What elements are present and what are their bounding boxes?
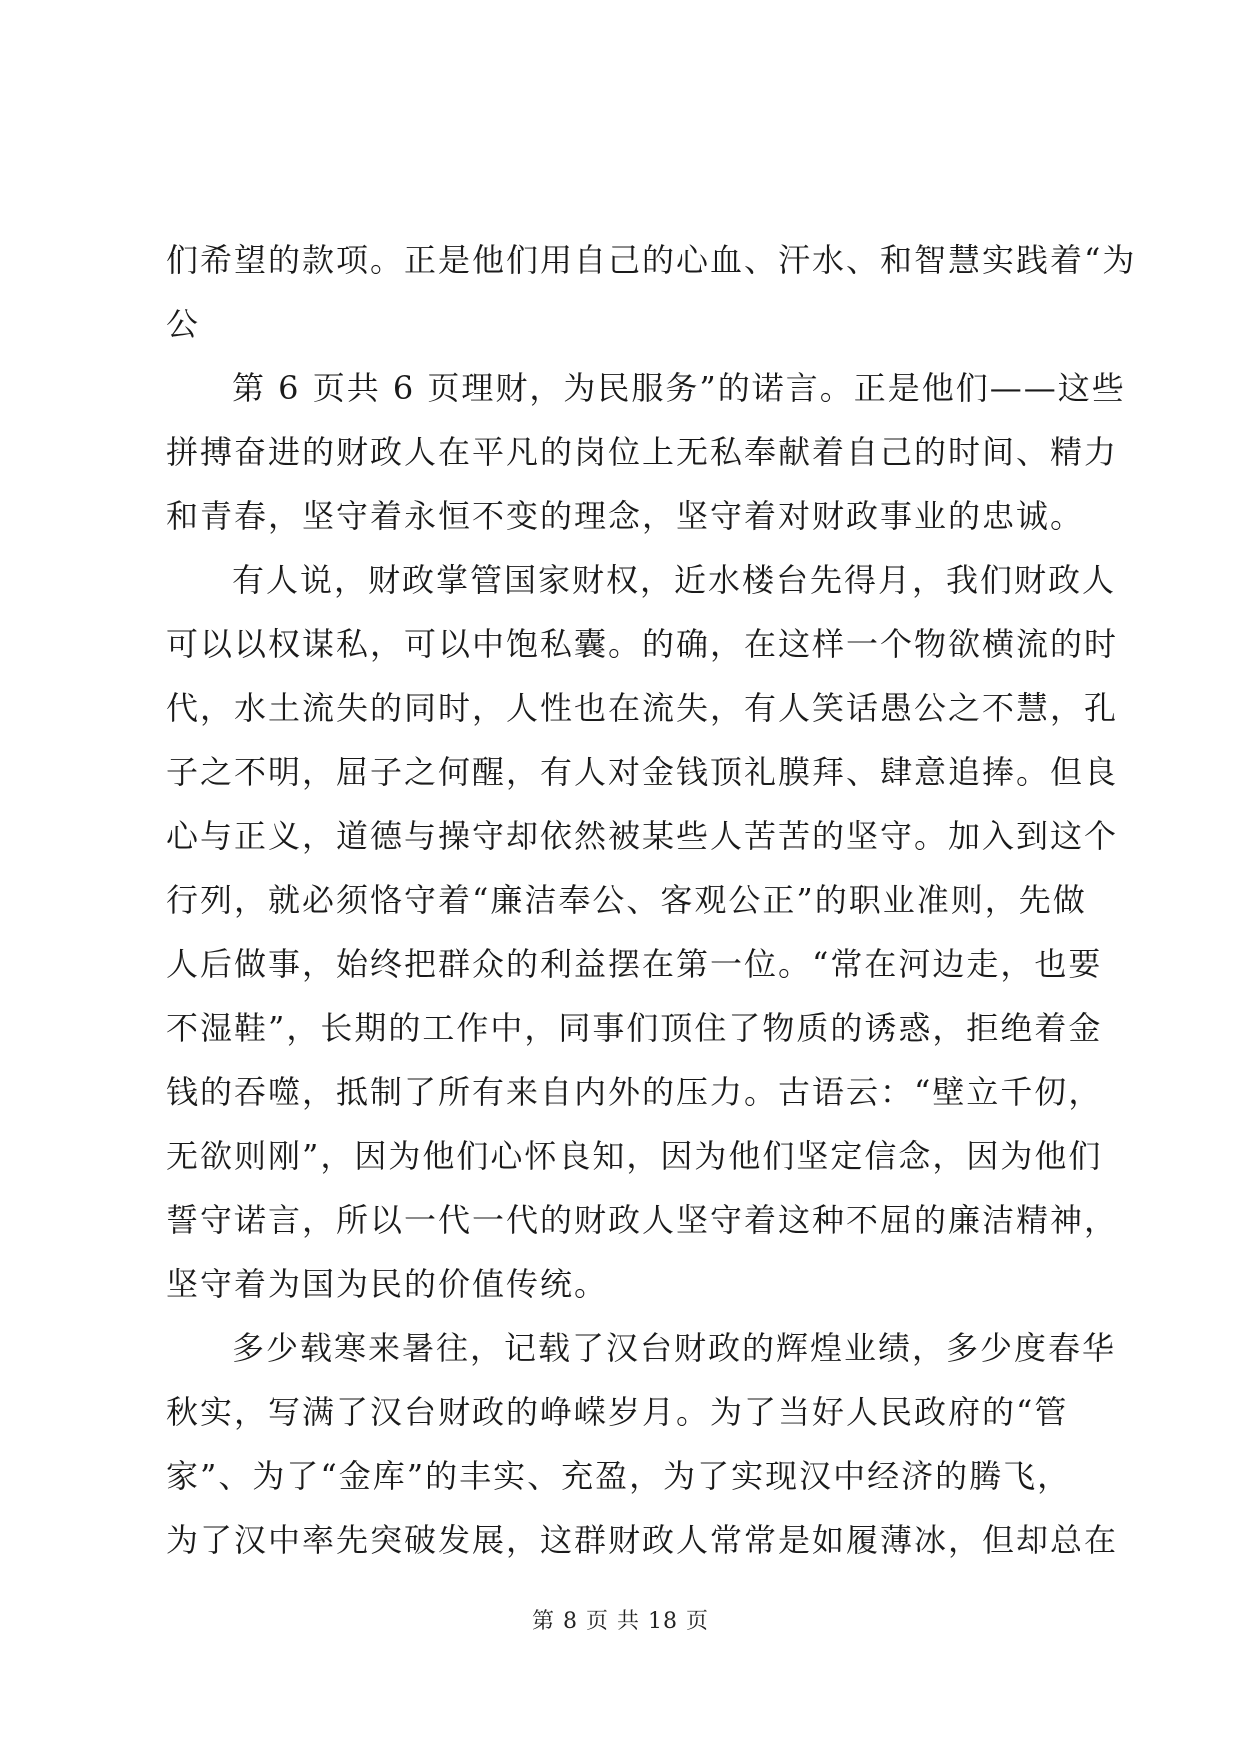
- text-line: 坚守着为国为民的价值传统。: [166, 1265, 609, 1303]
- text-line: 拼搏奋进的财政人在平凡的岗位上无私奉献着自己的时间、精力: [166, 433, 1119, 471]
- text-line: 和青春，坚守着永恒不变的理念，坚守着对财政事业的忠诚。: [166, 497, 1085, 535]
- text-line: 钱的吞噬，抵制了所有来自内外的压力。古语云：“壁立千仞，: [166, 1073, 1103, 1111]
- text-line: 家”、为了“金库”的丰实、充盈，为了实现汉中经济的腾飞，: [166, 1457, 1072, 1495]
- text-line: 誓守诺言，所以一代一代的财政人坚守着这种不屈的廉洁精神，: [166, 1201, 1119, 1239]
- page-number-footer: 第 8 页 共 18 页: [532, 1609, 709, 1634]
- text-line: 可以以权谋私，可以中饱私囊。的确，在这样一个物欲横流的时: [166, 625, 1119, 663]
- text-line: 人后做事，始终把群众的利益摆在第一位。“常在河边走，也要: [166, 945, 1103, 983]
- text-line: 代，水土流失的同时，人性也在流失，有人笑话愚公之不慧，孔: [166, 689, 1119, 727]
- text-line: 们希望的款项。正是他们用自己的心血、汗水、和智慧实践着“为: [166, 241, 1137, 279]
- text-line: 为了汉中率先突破发展，这群财政人常常是如履薄冰，但却总在: [166, 1521, 1119, 1559]
- text-line: 心与正义，道德与操守却依然被某些人苦苦的坚守。加入到这个: [166, 817, 1119, 855]
- text-line: 子之不明，屈子之何醒，有人对金钱顶礼膜拜、肆意追捧。但良: [166, 753, 1119, 791]
- text-line: 无欲则刚”，因为他们心怀良知，因为他们坚定信念，因为他们: [166, 1137, 1103, 1175]
- text-line: 公: [166, 305, 201, 343]
- text-line: 秋实，写满了汉台财政的峥嵘岁月。为了当好人民政府的“管: [166, 1393, 1069, 1431]
- document-body: [166, 228, 1137, 1572]
- text-line: 多少载寒来暑往，记载了汉台财政的辉煌业绩，多少度春华: [232, 1329, 1117, 1367]
- text-line: 有人说，财政掌管国家财权，近水楼台先得月，我们财政人: [232, 561, 1117, 599]
- text-line: 不湿鞋”，长期的工作中，同事们顶住了物质的诱惑，拒绝着金: [166, 1009, 1103, 1047]
- text-line: 第 6 页共 6 页理财，为民服务”的诺言。正是他们——这些: [232, 369, 1126, 407]
- text-line: 行列，就必须恪守着“廉洁奉公、客观公正”的职业准则，先做: [166, 881, 1087, 919]
